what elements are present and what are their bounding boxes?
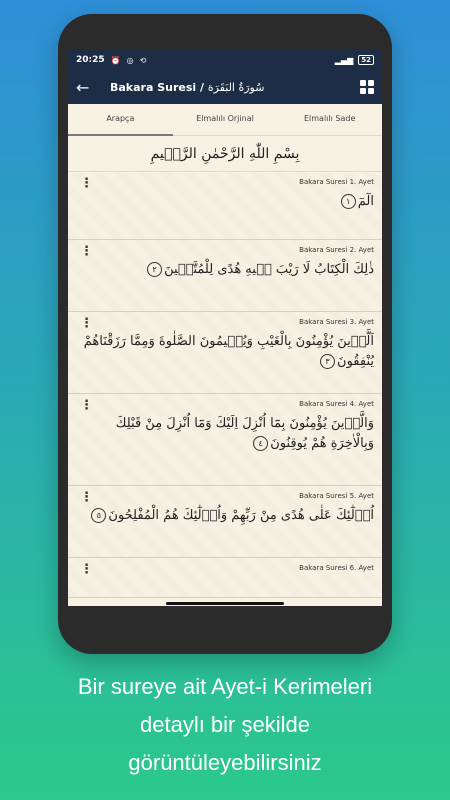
status-bar [68, 50, 382, 70]
ayet-number: ٥ [91, 508, 106, 523]
ayet-meta: Bakara Suresi 6. Ayet [299, 564, 374, 572]
ayet-arabic: وَالَّذ۪ينَ يُؤْمِنُونَ بِمَٓا اُنْزِلَ اِلَيْكَ وَمَٓا اُنْزِلَ مِنْ قَبْلِكَ وَبِالْاٰخِرَةِ هُمْ يُوقِنُونَ [115, 416, 374, 451]
tab-arapca[interactable]: Arapça [68, 104, 173, 135]
ayet-number: ٣ [320, 354, 335, 369]
caption-line: görüntüleyebilirsiniz [128, 750, 322, 775]
ayet-card[interactable] [68, 394, 382, 486]
title-latin: Bakara Suresi / [110, 80, 208, 94]
battery-icon: 52 [358, 55, 374, 65]
back-arrow-icon[interactable]: ← [76, 77, 90, 97]
ayet-meta: Bakara Suresi 5. Ayet [299, 492, 374, 500]
more-vert-icon[interactable]: ⋮ [80, 316, 93, 331]
grid-menu-icon[interactable] [360, 80, 374, 94]
ayet-meta: Bakara Suresi 2. Ayet [299, 246, 374, 254]
more-vert-icon[interactable]: ⋮ [80, 398, 93, 413]
ayet-text [76, 506, 374, 526]
status-time: 20:25 [76, 55, 105, 65]
home-indicator [166, 602, 284, 605]
ayet-card[interactable] [68, 240, 382, 312]
ayet-card[interactable] [68, 558, 382, 598]
ayet-text [76, 332, 374, 372]
ayet-arabic: الٓمٓ [357, 194, 374, 209]
ayet-number: ٤ [253, 436, 268, 451]
caption-line: Bir sureye ait Ayet-i Kerimeleri [77, 674, 373, 699]
tab-bar [68, 104, 382, 136]
page-title [110, 81, 360, 94]
more-vert-icon[interactable]: ⋮ [80, 562, 93, 577]
ayet-arabic: اُو۬لٰٓئِكَ عَلٰى هُدًى مِنْ رَبِّهِمْ وَاُو۬لٰٓئِكَ هُمُ الْمُفْلِحُونَ [108, 508, 374, 523]
promo-caption [0, 668, 450, 782]
sync-icon: ⟲ [139, 55, 147, 65]
ayet-arabic: ذٰلِكَ الْكِتَابُ لَا رَيْبَ ف۪يهِ هُدًى لِلْمُتَّق۪ينَ [164, 262, 374, 277]
ayet-number: ٢ [147, 262, 162, 277]
signal-icon: ▂▄▆ [334, 55, 354, 65]
more-vert-icon[interactable]: ⋮ [80, 490, 93, 505]
title-arabic: سُورَةُ البَقَرَة [207, 80, 265, 94]
bismillah: بِسْمِ اللّٰهِ الرَّحْمٰنِ الرَّح۪يمِ [68, 136, 382, 172]
notification-icon: ◎ [126, 55, 134, 65]
alarm-icon: ⏰ [110, 55, 121, 65]
more-vert-icon[interactable]: ⋮ [80, 176, 93, 191]
caption-line: detaylı bir şekilde [140, 712, 310, 737]
ayet-number: ١ [341, 194, 356, 209]
ayet-text [76, 260, 374, 280]
tab-elmalili-sade[interactable]: Elmalılı Sade [303, 114, 356, 123]
app-screen [68, 50, 382, 606]
ayet-card[interactable] [68, 172, 382, 240]
ayet-arabic: اَلَّذ۪ينَ يُؤْمِنُونَ بِالْغَيْبِ وَيُق۪يمُونَ الصَّلٰوةَ وَمِمَّا رَزَقْنَاهُمْ يُنْفِقُونَ [83, 334, 374, 369]
app-bar [68, 70, 382, 104]
ayet-text [76, 414, 374, 454]
ayet-card[interactable] [68, 312, 382, 394]
ayet-text [76, 192, 374, 212]
ayet-card[interactable] [68, 486, 382, 558]
ayet-meta: Bakara Suresi 3. Ayet [299, 318, 374, 326]
more-vert-icon[interactable]: ⋮ [80, 244, 93, 259]
ayet-meta: Bakara Suresi 4. Ayet [299, 400, 374, 408]
tab-elmalili-orjinal[interactable]: Elmalılı Orjinal [196, 114, 254, 123]
ayet-meta: Bakara Suresi 1. Ayet [299, 178, 374, 186]
